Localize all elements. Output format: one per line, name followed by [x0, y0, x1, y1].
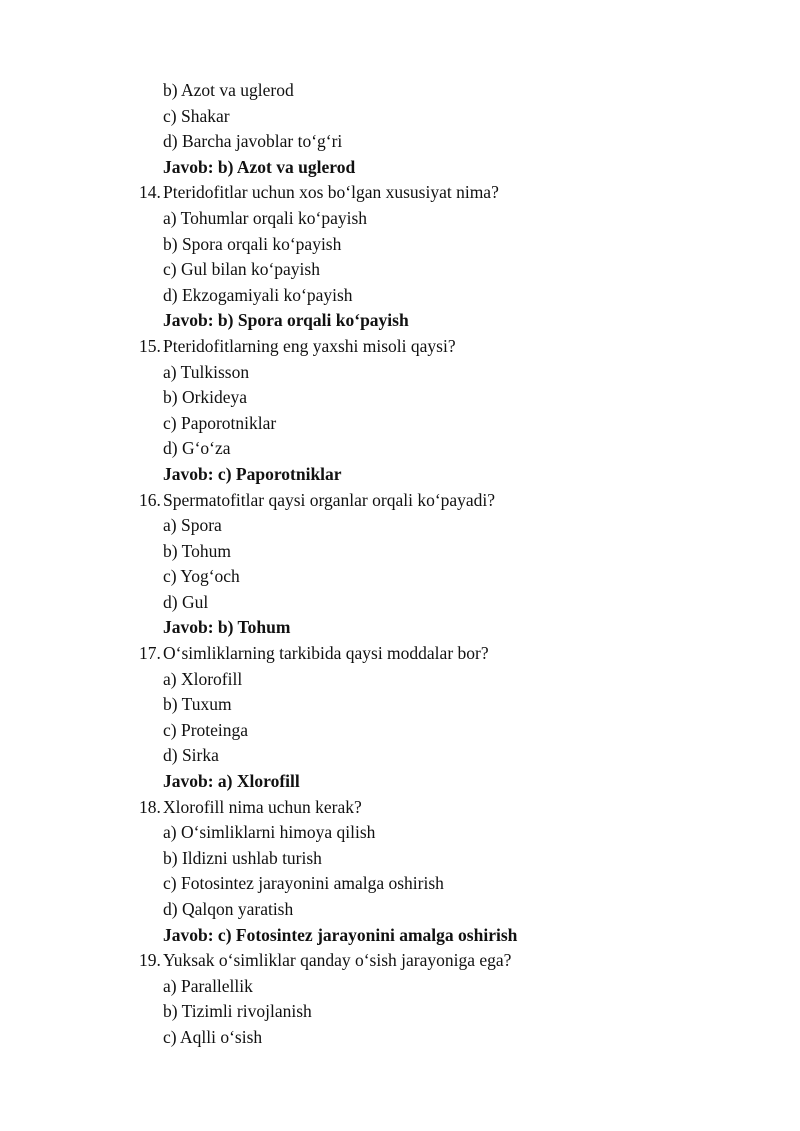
answer: Javob: b) Azot va uglerod	[163, 156, 356, 177]
question-18	[0, 795, 800, 949]
question-number: 18.	[139, 796, 161, 817]
option: d) Gul	[163, 591, 209, 612]
option: a) Spora	[163, 515, 222, 536]
question-text	[0, 795, 800, 821]
question-19	[0, 948, 800, 1050]
option: a) O‘simliklarni himoya qilish	[163, 822, 376, 843]
answer: Javob: b) Tohum	[163, 617, 291, 638]
option: d) Qalqon yaratish	[163, 899, 294, 919]
question-number: 16.	[139, 489, 161, 510]
document-page	[0, 78, 800, 1051]
option: c) Gul bilan ko‘payish	[163, 259, 320, 280]
option: b) Azot va uglerod	[163, 80, 294, 100]
option: c) Fotosintez jarayonini amalga oshirish	[163, 873, 444, 894]
option: c) Paporotniklar	[163, 412, 277, 433]
question-16	[0, 488, 800, 642]
lead-block	[0, 78, 800, 180]
question-text	[0, 948, 800, 974]
question-label: O‘simliklarning tarkibida qaysi moddalar bor?	[163, 643, 489, 664]
question-number: 15.	[139, 335, 161, 356]
option: a) Tulkisson	[163, 361, 250, 382]
option: a) Xlorofill	[163, 668, 243, 689]
answer: Javob: c) Fotosintez jarayonini amalga oshirish	[163, 924, 518, 945]
answer: Javob: c) Paporotniklar	[163, 463, 342, 484]
question-text	[0, 334, 800, 360]
question-number: 19.	[139, 950, 161, 971]
question-label: Spermatofitlar qaysi organlar orqali ko‘payadi?	[163, 489, 496, 510]
question-label: Xlorofill nima uchun kerak?	[163, 796, 362, 817]
option: c) Aqlli o‘sish	[163, 1026, 263, 1047]
option: b) Spora orqali ko‘payish	[163, 233, 342, 254]
option: d) Ekzogamiyali ko‘payish	[163, 284, 353, 305]
question-text	[0, 180, 800, 206]
option: b) Tuxum	[163, 694, 232, 715]
option: c) Proteinga	[163, 719, 249, 740]
option: b) Tohum	[163, 540, 231, 561]
question-number: 17.	[139, 643, 161, 664]
question-15	[0, 334, 800, 488]
option: b) Ildizni ushlab turish	[163, 847, 322, 868]
option: c) Yog‘och	[163, 566, 240, 587]
question-number: 14.	[139, 182, 161, 203]
option: d) Sirka	[163, 745, 219, 766]
question-14	[0, 180, 800, 334]
option: a) Tohumlar orqali ko‘payish	[163, 207, 368, 228]
option: d) G‘o‘za	[163, 438, 231, 459]
question-label: Yuksak o‘simliklar qanday o‘sish jarayoniga ega?	[163, 950, 512, 971]
option: a) Parallellik	[163, 975, 253, 996]
option: c) Shakar	[163, 105, 230, 126]
answer: Javob: b) Spora orqali ko‘payish	[163, 310, 409, 331]
question-label: Pteridofitlarning eng yaxshi misoli qaysi?	[163, 335, 456, 356]
question-text	[0, 641, 800, 667]
question-17	[0, 641, 800, 795]
option: b) Orkideya	[163, 387, 248, 408]
answer: Javob: a) Xlorofill	[163, 771, 300, 792]
question-text	[0, 488, 800, 514]
option: d) Barcha javoblar to‘g‘ri	[163, 131, 343, 152]
option: b) Tizimli rivojlanish	[163, 1001, 312, 1022]
question-label: Pteridofitlar uchun xos bo‘lgan xususiyat nima?	[163, 182, 499, 203]
